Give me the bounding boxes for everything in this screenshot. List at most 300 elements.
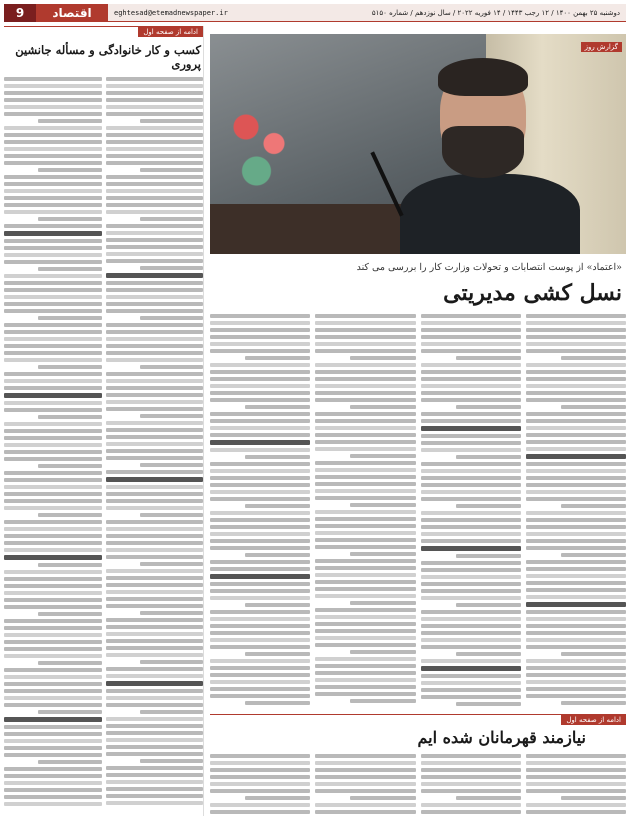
text-line (526, 803, 626, 807)
text-line (421, 490, 521, 494)
text-line (526, 363, 626, 367)
text-line (4, 795, 102, 799)
text-line (106, 548, 204, 552)
text-line (106, 794, 204, 798)
text-line (106, 738, 204, 742)
text-line (106, 182, 204, 186)
text-line (526, 398, 626, 402)
text-line (4, 584, 102, 588)
text-line (210, 810, 310, 814)
text-line (106, 84, 204, 88)
text-line (526, 469, 626, 473)
text-line (106, 534, 204, 538)
text-line (106, 281, 204, 285)
text-line (421, 462, 521, 466)
bottom-article-headline: نیازمند قهرمانان شده ایم (417, 728, 586, 747)
text-line (210, 448, 310, 452)
text-line (4, 344, 102, 348)
text-line (106, 731, 204, 735)
text-line (421, 518, 521, 522)
text-line (421, 349, 521, 353)
text-line (421, 398, 521, 402)
text-line (210, 511, 310, 515)
text-line (210, 680, 310, 684)
text-line (38, 760, 101, 764)
text-line (210, 483, 310, 487)
text-line (210, 687, 310, 691)
text-line (526, 567, 626, 571)
text-line (106, 625, 204, 629)
text-line (350, 356, 415, 360)
text-line (38, 513, 101, 517)
text-line (315, 754, 415, 758)
text-line (106, 189, 204, 193)
text-column (526, 314, 626, 709)
text-line (210, 589, 310, 593)
text-line (106, 717, 204, 721)
email-address[interactable]: eghtesad@etemadnewspaper.ir (114, 8, 228, 17)
text-line (526, 673, 626, 677)
text-line (106, 681, 204, 686)
text-line (210, 370, 310, 374)
text-line (526, 454, 626, 459)
text-line (4, 527, 102, 531)
text-line (38, 415, 101, 419)
text-line (106, 801, 204, 805)
text-line (421, 476, 521, 480)
text-line (210, 363, 310, 367)
text-column (421, 754, 521, 816)
text-line (4, 210, 102, 214)
text-line (4, 231, 102, 236)
text-line (210, 419, 310, 423)
text-line (526, 810, 626, 814)
text-column (210, 314, 310, 709)
text-line (421, 546, 521, 551)
text-line (315, 692, 415, 696)
text-line (526, 666, 626, 670)
text-line (4, 781, 102, 785)
text-line (421, 589, 521, 593)
text-line (106, 541, 204, 545)
text-line (350, 503, 415, 507)
main-article-body (210, 314, 626, 709)
text-line (4, 457, 102, 461)
text-line (4, 485, 102, 489)
text-line (315, 384, 415, 388)
text-line (210, 335, 310, 339)
text-line (315, 447, 415, 451)
text-line (456, 652, 521, 656)
text-line (4, 443, 102, 447)
text-line (4, 703, 102, 707)
text-line (106, 105, 204, 109)
text-line (106, 773, 204, 777)
text-line (210, 673, 310, 677)
text-line (421, 497, 521, 501)
text-line (106, 273, 204, 278)
text-line (315, 370, 415, 374)
text-line (526, 476, 626, 480)
text-line (315, 594, 415, 598)
text-line (421, 314, 521, 318)
text-line (4, 133, 102, 137)
text-line (4, 196, 102, 200)
text-line (106, 238, 204, 242)
text-line (106, 752, 204, 756)
text-line (210, 426, 310, 430)
text-line (106, 456, 204, 460)
text-line (140, 168, 203, 172)
header-meta (108, 4, 626, 22)
text-line (210, 328, 310, 332)
text-line (210, 412, 310, 416)
text-line (315, 538, 415, 542)
text-line (315, 349, 415, 353)
text-line (4, 379, 102, 383)
text-line (106, 126, 204, 130)
text-line (106, 323, 204, 327)
text-line (4, 767, 102, 771)
text-line (456, 455, 521, 459)
text-line (4, 555, 102, 560)
text-line (140, 463, 203, 467)
text-line (526, 532, 626, 536)
text-line (526, 775, 626, 779)
text-line (315, 335, 415, 339)
text-line (38, 563, 101, 567)
text-line (4, 591, 102, 595)
text-line (526, 483, 626, 487)
text-line (106, 309, 204, 313)
text-line (456, 603, 521, 607)
text-line (526, 447, 626, 451)
text-line (106, 555, 204, 559)
text-line (4, 224, 102, 228)
text-line (4, 281, 102, 285)
text-line (38, 119, 101, 123)
text-line (38, 365, 101, 369)
text-line (106, 112, 204, 116)
text-line (4, 358, 102, 362)
text-line (4, 739, 102, 743)
text-line (421, 434, 521, 438)
text-line (210, 659, 310, 663)
text-line (4, 84, 102, 88)
text-line (315, 475, 415, 479)
text-line (526, 610, 626, 614)
text-line (421, 610, 521, 614)
text-line (526, 624, 626, 628)
text-line (526, 631, 626, 635)
text-line (4, 492, 102, 496)
text-line (210, 761, 310, 765)
text-line (106, 400, 204, 404)
text-line (421, 695, 521, 699)
text-line (106, 477, 204, 482)
text-line (421, 539, 521, 543)
text-line (421, 321, 521, 325)
text-line (245, 701, 310, 705)
text-line (210, 539, 310, 543)
text-line (315, 412, 415, 416)
text-line (4, 696, 102, 700)
text-column (315, 314, 415, 709)
text-line (4, 520, 102, 524)
text-line (38, 267, 101, 271)
text-line (210, 560, 310, 564)
text-line (526, 588, 626, 592)
text-line (106, 147, 204, 151)
text-line (106, 421, 204, 425)
text-line (526, 574, 626, 578)
text-line (4, 668, 102, 672)
text-line (210, 694, 310, 698)
text-line (210, 525, 310, 529)
text-line (561, 504, 626, 508)
text-line (526, 687, 626, 691)
text-line (350, 454, 415, 458)
text-line (4, 126, 102, 130)
text-line (106, 696, 204, 700)
text-line (526, 321, 626, 325)
photo-flowers (225, 94, 295, 204)
text-line (106, 499, 204, 503)
text-line (315, 789, 415, 793)
text-line (421, 328, 521, 332)
text-line (210, 546, 310, 550)
portrait-photo (210, 34, 626, 254)
text-line (4, 753, 102, 757)
text-line (421, 568, 521, 572)
text-line (421, 638, 521, 642)
text-line (421, 681, 521, 685)
text-line (210, 775, 310, 779)
text-line (38, 217, 101, 221)
text-line (561, 796, 626, 800)
text-line (315, 587, 415, 591)
text-line (315, 615, 415, 619)
text-line (315, 433, 415, 437)
text-line (140, 562, 203, 566)
text-line (38, 464, 101, 468)
text-line (526, 694, 626, 698)
text-line (38, 168, 101, 172)
text-line (315, 314, 415, 318)
text-line (421, 575, 521, 579)
page-header (4, 4, 626, 22)
text-line (210, 782, 310, 786)
text-line (526, 490, 626, 494)
text-line (106, 203, 204, 207)
text-line (106, 646, 204, 650)
text-line (456, 554, 521, 558)
text-line (526, 789, 626, 793)
text-line (315, 573, 415, 577)
text-line (4, 732, 102, 736)
date-line: دوشنبه ۲۵ بهمن ۱۴۰۰ / ۱۲ رجب ۱۴۴۳ / ۱۴ فوریه ۲۰۲۲ / سال نوزدهم / شماره ۵۱۵۰ (371, 8, 620, 17)
text-line (4, 112, 102, 116)
photo-person-hair (438, 58, 528, 96)
text-line (421, 426, 521, 431)
text-line (245, 553, 310, 557)
text-line (4, 633, 102, 637)
text-line (106, 506, 204, 510)
text-line (245, 796, 310, 800)
text-line (106, 583, 204, 587)
text-line (526, 497, 626, 501)
text-line (106, 449, 204, 453)
text-line (421, 775, 521, 779)
text-line (526, 335, 626, 339)
text-line (315, 761, 415, 765)
page-number: 9 (4, 4, 36, 22)
text-line (106, 780, 204, 784)
text-line (421, 419, 521, 423)
main-article-supertitle: «اعتماد» از پوست انتصابات و تحولات وزارت کار را بررسی می کند (356, 262, 622, 273)
text-line (526, 440, 626, 444)
text-line (526, 560, 626, 564)
text-line (4, 541, 102, 545)
text-line (421, 377, 521, 381)
text-line (140, 316, 203, 320)
text-line (4, 471, 102, 475)
text-line (106, 98, 204, 102)
text-line (4, 274, 102, 278)
text-line (315, 496, 415, 500)
text-line (4, 626, 102, 630)
text-line (421, 789, 521, 793)
bottom-article-tag: ادامه از صفحه اول (561, 715, 626, 725)
text-line (4, 323, 102, 327)
text-line (315, 566, 415, 570)
text-line (315, 321, 415, 325)
text-line (245, 405, 310, 409)
text-line (106, 372, 204, 376)
photo-person-body (400, 174, 580, 254)
left-article (4, 26, 204, 816)
text-line (106, 597, 204, 601)
text-line (106, 210, 204, 214)
text-line (210, 754, 310, 758)
text-line (210, 803, 310, 807)
text-line (210, 666, 310, 670)
text-line (315, 461, 415, 465)
text-line (4, 429, 102, 433)
text-line (4, 203, 102, 207)
text-line (421, 631, 521, 635)
text-line (210, 490, 310, 494)
text-line (106, 91, 204, 95)
text-line (315, 803, 415, 807)
text-line (456, 702, 521, 706)
text-line (526, 546, 626, 550)
text-line (4, 725, 102, 729)
text-line (526, 768, 626, 772)
text-line (106, 787, 204, 791)
text-line (4, 140, 102, 144)
left-article-headline: کسب و کار خانوادگی و مسأله جانشین پروری (15, 43, 201, 71)
text-line (421, 582, 521, 586)
text-line (315, 678, 415, 682)
text-line (210, 497, 310, 501)
text-line (421, 441, 521, 445)
text-line (561, 652, 626, 656)
text-line (4, 598, 102, 602)
text-line (4, 647, 102, 651)
text-line (526, 370, 626, 374)
text-line (456, 356, 521, 360)
text-line (210, 638, 310, 642)
text-line (210, 398, 310, 402)
text-line (526, 525, 626, 529)
text-line (421, 754, 521, 758)
text-line (421, 391, 521, 395)
left-article-tagline (4, 26, 203, 37)
text-line (4, 337, 102, 341)
bottom-article-body (210, 754, 626, 816)
text-line (4, 147, 102, 151)
text-line (106, 358, 204, 362)
text-line (245, 356, 310, 360)
text-line (106, 527, 204, 531)
text-line (526, 659, 626, 663)
text-line (4, 175, 102, 179)
text-line (245, 603, 310, 607)
text-line (210, 476, 310, 480)
text-line (350, 796, 415, 800)
text-line (526, 462, 626, 466)
text-line (4, 154, 102, 158)
text-line (4, 788, 102, 792)
text-line (4, 746, 102, 750)
text-line (106, 344, 204, 348)
text-line (4, 577, 102, 581)
text-line (315, 782, 415, 786)
text-line (421, 617, 521, 621)
text-column (210, 754, 310, 816)
text-line (4, 570, 102, 574)
text-line (106, 295, 204, 299)
text-line (315, 440, 415, 444)
text-line (210, 567, 310, 571)
text-line (315, 636, 415, 640)
text-line (4, 401, 102, 405)
text-line (561, 553, 626, 557)
text-line (315, 377, 415, 381)
text-line (106, 618, 204, 622)
text-line (106, 288, 204, 292)
section-title: اقتصاد (36, 4, 108, 22)
text-line (140, 414, 203, 418)
text-line (4, 619, 102, 623)
text-line (526, 328, 626, 332)
text-line (315, 328, 415, 332)
text-line (106, 590, 204, 594)
text-line (315, 482, 415, 486)
text-line (210, 582, 310, 586)
text-line (106, 470, 204, 474)
text-line (526, 581, 626, 585)
text-line (315, 524, 415, 528)
text-line (526, 782, 626, 786)
text-line (526, 426, 626, 430)
text-line (4, 189, 102, 193)
text-line (106, 492, 204, 496)
text-line (4, 675, 102, 679)
text-line (315, 517, 415, 521)
text-line (210, 532, 310, 536)
